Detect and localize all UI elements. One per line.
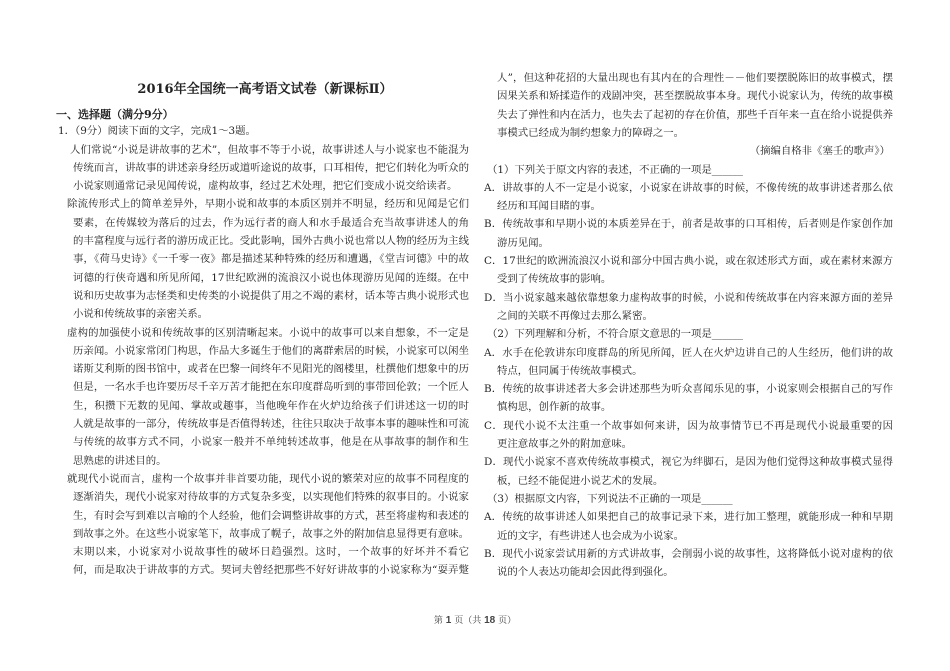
answer-option-continued: 板，已经不能促进小说艺术的发展。 [497, 474, 664, 487]
answer-option: A．讲故事的人不一定是小说家，小说家在讲故事的时候，不像传统的故事讲述者那么依 [484, 181, 893, 194]
paragraph-line: 事，《荷马史诗》《一千零一夜》都是描述某种特殊的经历和遭遇，《堂吉诃德》中的故 [73, 253, 469, 266]
answer-option: B．传统故事和早期小说的本质差异在于，前者是故事的口耳相传，后者则是作家创作加 [484, 218, 893, 231]
page-number: 1 [445, 615, 452, 626]
paragraph-line: 生，有时会写到难以言喻的个人经验，他们会调整讲故事的方式，甚至将虚构和表述的 [73, 509, 469, 522]
paragraph-line: 虚构的加强使小说和传统故事的区别清晰起来。小说中的故事可以来自想象，不一定是 [67, 326, 469, 339]
paragraph-line: 历亲闻。小说家常闭门构思，作品大多诞生于他们的离群索居的时候，小说家可以闲坐 [73, 344, 469, 357]
paragraph-line: 但是，一名水手也许要历尽千辛万苦才能把在东印度群岛听到的事带回伦敦；一个匠人 [73, 381, 469, 394]
answer-option: D．当小说家越来越依靠想象力虚构故事的时候，小说和传统故事在内容来源方面的差异 [484, 291, 893, 304]
answer-option-continued: 说的个人表达功能却会因此得到强化。 [497, 566, 674, 579]
paragraph-line: 传统而言，讲故事的讲述亲身经历或道听途说的故事，口耳相传，把它们转化为听众的 [73, 161, 469, 174]
paragraph-line: 小说和传统故事的亲密关系。 [73, 308, 209, 321]
answer-option: D．现代小说家不喜欢传统故事模式，视它为绊脚石，是因为他们觉得这种故事模式显得 [484, 456, 893, 469]
question-stem: （2）下列理解和分析，不符合原文意思的一项是______ [487, 328, 743, 341]
answer-option-continued: 更注意故事之外的附加意味。 [497, 438, 633, 450]
paragraph-line: 因果关系和矫揉造作的戏剧冲突，甚至摆脱故事本身。现代小说家认为，传统的故事模 [497, 90, 893, 103]
paragraph-line: 思熟虑的讲述目的。 [73, 454, 167, 467]
paragraph-line: 除流传形式上的简单差异外，早期小说和故事的本质区别并不明显，经历和见闻是它们 [67, 198, 469, 211]
paragraph-line: 小说家则通常记录见闻传说，虚构故事，经过艺术处理，把它们变成小说交给读者。 [73, 180, 458, 193]
section-heading: 一、选择题（满分9分） [56, 108, 174, 121]
paragraph-line: 生，积攒下无数的见闻、掌故或趣事，当他晚年作在火炉边给孩子们讲述这一切的时 [73, 399, 469, 412]
answer-option: C．17世纪的欧洲流浪汉小说和部分中国古典小说，或在叙述形式方面，或在素材来源方 [484, 255, 893, 267]
paragraph-line: 人就是故事的一部分，传统故事是否值得转述，往往只取决于故事本事的趣味性和可流 [73, 418, 469, 430]
answer-option: B．传统的故事讲述者大多会讲述那些为听众喜闻乐见的事，小说家则会根据自己的写作 [484, 383, 893, 396]
paragraph-line: 失去了弹性和内在活力，也失去了起初的存在价值，那些千百年来一直在给小说提供养 [497, 108, 893, 121]
source-citation: （摘编自格非《塞壬的歌声》） [749, 145, 890, 158]
page-title: 2016年全国统一高考语文试卷（新课标Ⅱ） [137, 82, 393, 97]
answer-option-continued: 游历见闻。 [497, 236, 549, 249]
page-total: 18 [484, 615, 496, 626]
paragraph-line: 与传统的故事方式不同，小说家一般并不单纯转述故事，他是在从事故事的制作和生 [73, 436, 469, 449]
paragraph-line: 逐渐消失，现代小说家对待故事的方式复杂多变，以实现他们特殊的叙事目的。小说家 [73, 491, 469, 504]
page-footer [0, 613, 950, 626]
paragraph-line: 诺斯艾利斯的图书馆中，或者在巴黎一间终年不见阳光的阁楼里，杜撰他们想象中的历 [73, 363, 469, 376]
answer-option-continued: 之间的关联不再像过去那么紧密。 [497, 309, 653, 322]
paragraph-line: 就现代小说而言，虚构一个故事并非首要功能，现代小说的繁荣对应的故事不同程度的 [67, 472, 469, 485]
answer-option-continued: 受到了传统故事的影响。 [497, 273, 612, 286]
paragraph-line: 人”，但这种花招的大量出现也有其内在的合理性－－他们要摆脱陈旧的故事模式，摆 [497, 72, 893, 84]
paragraph-line: 说和历史故事为志怪类和史传类的小说提供了用之不竭的素材，话本等古典小说形式也 [73, 289, 469, 302]
paragraph-line: 何，而是取决于讲故事的方式。契诃夫曾经把那些不好好讲故事的小说家称为“耍弄蹩 [73, 564, 469, 577]
question-stem: （1）下列关于原文内容的表述，不正确的一项是______ [487, 163, 743, 176]
answer-option: B．现代小说家尝试用新的方式讲故事，会削弱小说的故事性，这将降低小说对虚构的依 [484, 547, 893, 560]
paragraph-line: 诃德的行侠奇遇和所见所闻，17世纪欧洲的流浪汉小说也体现游历见闻的连缀。在中 [73, 271, 469, 284]
paragraph-line: 到故事之外。在这些小说家笔下，故事成了幌子，故事之外的附加信息显得更有意味。 [73, 527, 469, 540]
paragraph-line: 事模式已经成为制约想象力的障碍之一。 [497, 126, 685, 139]
footer-text: 第 [433, 616, 443, 626]
answer-option: A．传统的故事讲述人如果把自己的故事记录下来，进行加工整理，就能形成一种和早期 [484, 511, 893, 524]
paragraph-line: 末期以来，小说家对小说故事性的破坏日趋强烈。这时，一个故事的好坏并不看它 [73, 546, 469, 559]
answer-option: A．水手在伦敦讲东印度群岛的所见所闻，匠人在火炉边讲自己的人生经历，他们讲的故 [484, 346, 893, 359]
question-stem: （3）根据原文内容，下列说法不正确的一项是______ [487, 492, 733, 505]
paragraph-line: 要素，在传媒较为落后的过去，作为远行者的商人和水手最适合充当故事讲述人的角 [73, 216, 469, 229]
question-intro: 1．（9分）阅读下面的文字，完成1～3题。 [58, 125, 256, 137]
answer-option-continued: 慎构思，创作新的故事。 [497, 401, 612, 414]
paragraph-line: 人们常说“小说是讲故事的艺术”，但故事不等于小说，故事讲述人与小说家也不能混为 [70, 143, 469, 156]
answer-option-continued: 经历和耳闻目睹的事。 [497, 200, 601, 213]
footer-text: 页（共 [454, 616, 482, 626]
paragraph-line: 的丰富程度与远行者的游历成正比。受此影响，国外古典小说也常以人物的经历为主线 [73, 235, 469, 247]
answer-option: C．现代小说不太注重一个故事如何来讲，因为故事情节已不再是现代小说最重要的因 [484, 419, 893, 432]
footer-text: 页） [498, 616, 517, 626]
answer-option-continued: 近的文字，有些讲述人也会成为小说家。 [497, 529, 685, 542]
answer-option-continued: 特点，但同属于传统故事模式。 [497, 364, 643, 377]
